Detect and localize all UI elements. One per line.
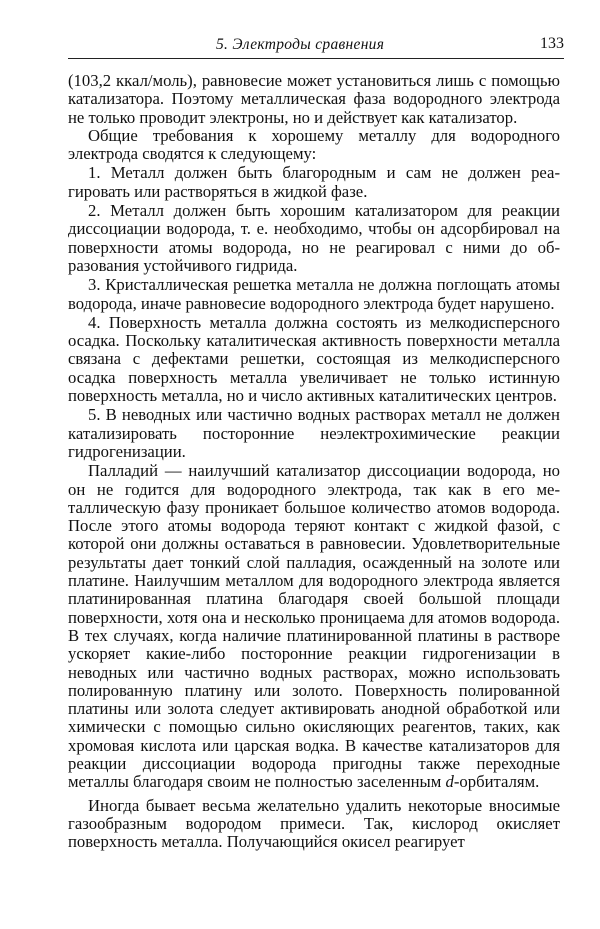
body-text	[68, 72, 560, 851]
paragraph-requirements-intro: Общие требования к хорошему металлу для водородного электрода сводятся к следующему:	[68, 125, 560, 164]
running-header	[68, 34, 564, 60]
paragraph-palladium-text: Палладий — наилучший катализатор диссоциации водорода, но он не годится для водородного электрода, так как в его металлическую фазу проникает большое количество атомов водорода. После этого атомы водорода теряют контакт с жидкой фазой, с которой они должны оставаться в равновесии. Удовлетворительные результаты дает тонкий слой палладия, осажденный на золоте или платине. Наилучшим металлом для водородного электрода является платинированная платина благодаря своей большой площади поверхности, хотя она и несколько проницаема для атомов водорода. В тех случаях, когда наличие платинированной платины в растворе ускоряет какие-либо посторонние реакции гидрогенизации в неводных или частично водных растворах, можно использовать полированную платину или золото. Поверхность полированной платины или золота следует активировать анодной обработкой или химически с помощью сильно окисляющих реагентов, таких, как хромовая кислота или царская водка. В качестве катализаторов для реакции диссоциации водорода пригодны также переходные металлы благодаря своим не полностью заселенным	[68, 461, 560, 792]
requirement-item-5: 5. В неводных или частично водных растворах металл не должен катализировать посторонние неэлектрохимические реакции гидрогенизации.	[68, 405, 560, 461]
paragraph-impurities: Иногда бывает весьма желательно удалить некоторые вносимые газообразным водородом примеси. Так, кислород окисляет поверхность металла. Получающийся окисел реагирует	[68, 795, 560, 852]
paragraph-continuation: (103,2 ккал/моль), равновесие может установиться лишь с помощью катализатора. Поэтому металлическая фаза водородного электрода не только проводит электроны, но и действует как катализатор.	[68, 71, 560, 127]
d-orbital-symbol: d	[445, 772, 454, 792]
requirement-item-2: 2. Металл должен быть хорошим катализатором для реакции диссоциации водорода, т. е. необходимо, чтобы он адсорбировал на поверхности атомы водорода, но не реагировал с ними до образования устойчивого гидрида.	[68, 201, 560, 275]
requirement-item-1: 1. Металл должен быть благородным и сам не должен реагировать или растворяться в жидкой фазе.	[68, 163, 560, 201]
paragraph-palladium	[68, 462, 560, 791]
requirement-item-3: 3. Кристаллическая решетка металла не должна поглощать атомы водорода, иначе равновесие водородного электрода будет нарушено.	[68, 275, 560, 313]
header-rule	[68, 58, 564, 59]
running-title: 5. Электроды сравнения	[216, 36, 385, 53]
page-number: 133	[540, 35, 564, 52]
requirement-item-4: 4. Поверхность металла должна состоять из мелкодисперсного осадка. Поскольку каталитическая активность поверхности металла связана с дефектами решетки, состоящая из мелкодисперсного осадка поверхность металла увеличивает не только истинную поверхность металла, но и число активных каталитических центров.	[68, 312, 560, 406]
orbital-suffix: -орбиталям.	[453, 772, 540, 792]
